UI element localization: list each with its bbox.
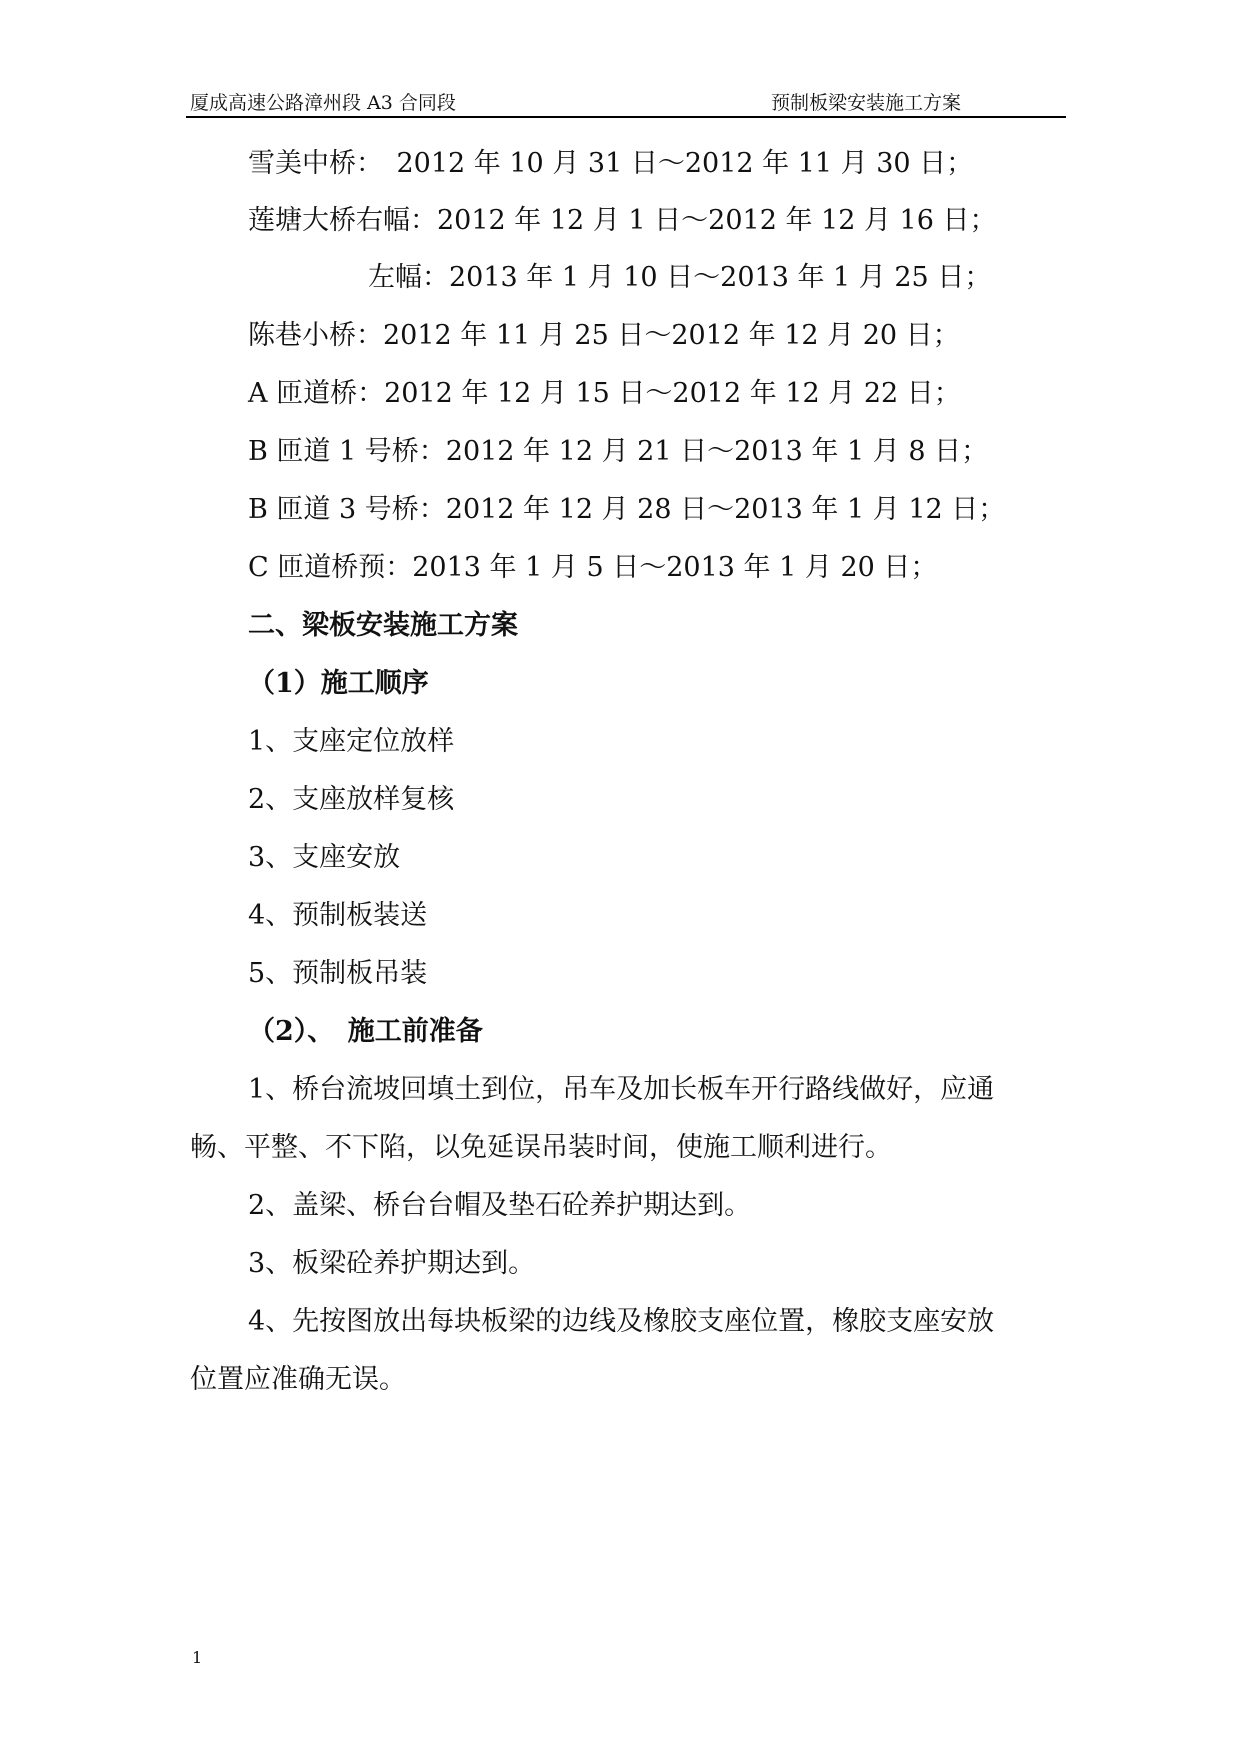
section-heading: 二、梁板安装施工方案 (248, 610, 518, 641)
preparation-paragraph-4-line-1: 4、先按图放出每块板梁的边线及橡胶支座位置，橡胶支座安放 (248, 1306, 995, 1337)
page-number: 1 (192, 1648, 203, 1667)
page-header (186, 86, 1066, 118)
header-document-title: 预制板梁安装施工方案 (771, 92, 962, 114)
sequence-item: 1、支座定位放样 (248, 726, 455, 757)
schedule-line-xuemei: 雪美中桥： 2012 年 10 月 31 日～2012 年 11 月 30 日； (248, 148, 974, 179)
sequence-item: 2、支座放样复核 (248, 784, 455, 815)
preparation-paragraph-1-line-2: 畅、平整、不下陷，以免延误吊装时间，使施工顺利进行。 (190, 1132, 892, 1163)
header-project-name: 厦成高速公路漳州段 A3 合同段 (190, 92, 456, 114)
sequence-item: 3、支座安放 (248, 842, 401, 873)
schedule-line-liantang-left: 左幅：2013 年 1 月 10 日～2013 年 1 月 25 日； (368, 262, 992, 293)
schedule-line-liantang-right: 莲塘大桥右幅：2012 年 12 月 1 日～2012 年 12 月 16 日； (248, 205, 997, 236)
preparation-paragraph-4-line-2: 位置应准确无误。 (190, 1364, 406, 1395)
sequence-item: 4、预制板装送 (248, 900, 428, 931)
schedule-line-ramp-c: C 匝道桥预：2013 年 1 月 5 日～2013 年 1 月 20 日； (248, 552, 938, 583)
subsection-heading-preparation: （2）、 施工前准备 (248, 1016, 483, 1047)
sequence-item: 5、预制板吊装 (248, 958, 428, 989)
schedule-line-ramp-b3: B 匝道 3 号桥：2012 年 12 月 28 日～2013 年 1 月 12 日； (248, 494, 1006, 525)
schedule-line-ramp-b1: B 匝道 1 号桥：2012 年 12 月 21 日～2013 年 1 月 8 日； (248, 436, 989, 467)
preparation-paragraph-2: 2、盖梁、桥台台帽及垫石砼养护期达到。 (248, 1190, 752, 1221)
schedule-line-chenxiang: 陈巷小桥：2012 年 11 月 25 日～2012 年 12 月 20 日； (248, 320, 960, 351)
subsection-heading-sequence: （1）施工顺序 (248, 668, 429, 699)
schedule-line-ramp-a: A 匝道桥：2012 年 12 月 15 日～2012 年 12 月 22 日； (248, 378, 961, 409)
preparation-paragraph-1-line-1: 1、桥台流坡回填土到位，吊车及加长板车开行路线做好，应通 (248, 1074, 995, 1105)
preparation-paragraph-3: 3、板梁砼养护期达到。 (248, 1248, 536, 1279)
